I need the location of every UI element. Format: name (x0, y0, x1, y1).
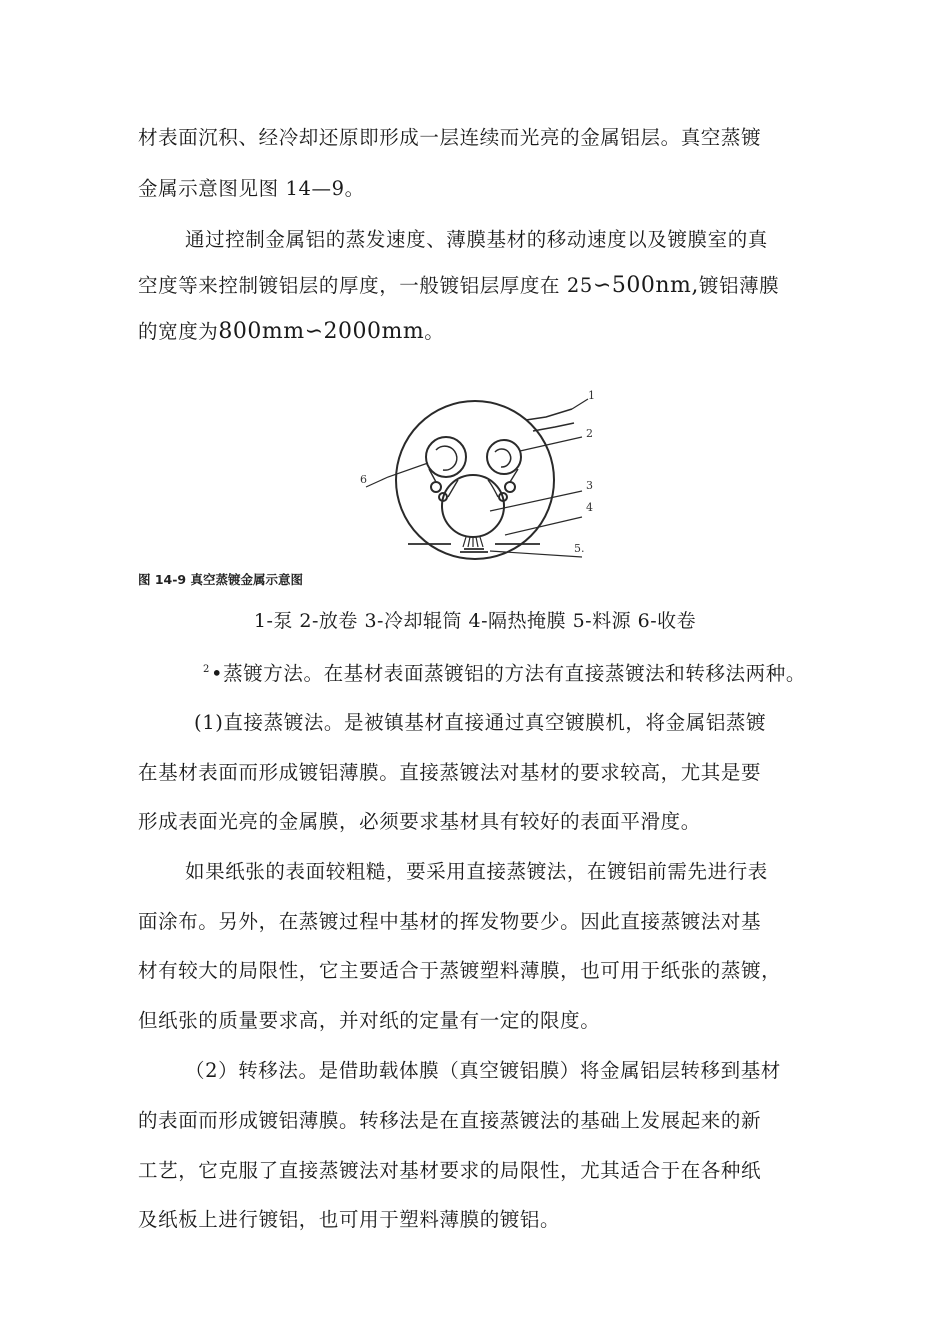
paragraph-line: 及纸板上进行镀铝，也可用于塑料薄膜的镀铝。 (138, 1208, 561, 1231)
paragraph-line: 金属示意图见图 14—9。 (138, 177, 365, 200)
paragraph-line: 面涂布。另外，在蒸镀过程中基材的挥发物要少。因此直接蒸镀法对基 (138, 910, 762, 933)
paragraph-line: 在基材表面而形成镀铝薄膜。直接蒸镀法对基材的要求较高，尤其是要 (138, 761, 762, 784)
take-up-roll (426, 437, 466, 477)
evaporation-source (460, 549, 488, 552)
label-5: 5. (574, 542, 585, 555)
guide-roller (431, 482, 441, 492)
cooling-drum (442, 475, 504, 537)
paragraph-line: 但纸张的质量要求高，并对纸的定量有一定的限度。 (138, 1009, 601, 1032)
text-run: •蒸镀方法。在基材表面蒸镀铝的方法有直接蒸镀法和转移法两种。 (210, 662, 806, 685)
section-marker: 2 (203, 664, 210, 675)
text-run: 镀铝薄膜 (698, 274, 780, 297)
paragraph-line: 通过控制金属铝的蒸发速度、薄膜基材的移动速度以及镀膜室的真 (185, 228, 768, 251)
label-6: 6 (360, 473, 367, 486)
unwind-roll (487, 440, 521, 474)
paragraph-line (138, 273, 779, 299)
paragraph-line: 如果纸张的表面较粗糙，要采用直接蒸镀法，在镀铝前需先进行表 (185, 860, 768, 883)
text-run: 的宽度为 (138, 320, 219, 343)
label-2: 2 (586, 427, 593, 440)
figure-caption: 图 14-9 真空蒸镀金属示意图 (138, 572, 303, 587)
vacuum-evaporation-diagram (350, 385, 610, 570)
paragraph-line: 形成表面光亮的金属膜，必须要求基材具有较好的表面平滑度。 (138, 810, 701, 833)
paragraph-line: 工艺，它克服了直接蒸镀法对基材要求的局限性，尤其适合于在各种纸 (138, 1159, 762, 1182)
label-4: 4 (586, 501, 593, 514)
paragraph-line (203, 657, 806, 687)
text-run: 。 (424, 320, 445, 343)
label-1: 1 (588, 389, 595, 402)
figure-legend: 1-泵 2-放卷 3-冷却辊筒 4-隔热掩膜 5-料源 6-收卷 (253, 610, 697, 632)
paragraph-line (138, 319, 444, 345)
text-run: 空度等来控制镀铝层的厚度，一般镀铝层厚度在 25 (138, 274, 593, 297)
guide-roller (505, 482, 515, 492)
paragraph-line: 材表面沉积、经冷却还原即形成一层连续而光亮的金属铝层。真空蒸镀 (138, 126, 762, 149)
thickness-range: ∽500nm, (592, 273, 699, 298)
paragraph-line: 材有较大的局限性，它主要适合于蒸镀塑料薄膜，也可用于纸张的蒸镀， (138, 959, 782, 982)
width-range: 800mm∽2000mm (218, 319, 425, 344)
label-3: 3 (586, 479, 593, 492)
paragraph-line: （2）转移法。是借助载体膜（真空镀铝膜）将金属铝层转移到基材 (185, 1059, 781, 1082)
paragraph-line: 的表面而形成镀铝薄膜。转移法是在直接蒸镀法的基础上发展起来的新 (138, 1109, 762, 1132)
vacuum-chamber (396, 401, 554, 559)
paragraph-line: (1)直接蒸镀法。是被镇基材直接通过真空镀膜机，将金属铝蒸镀 (194, 711, 767, 734)
